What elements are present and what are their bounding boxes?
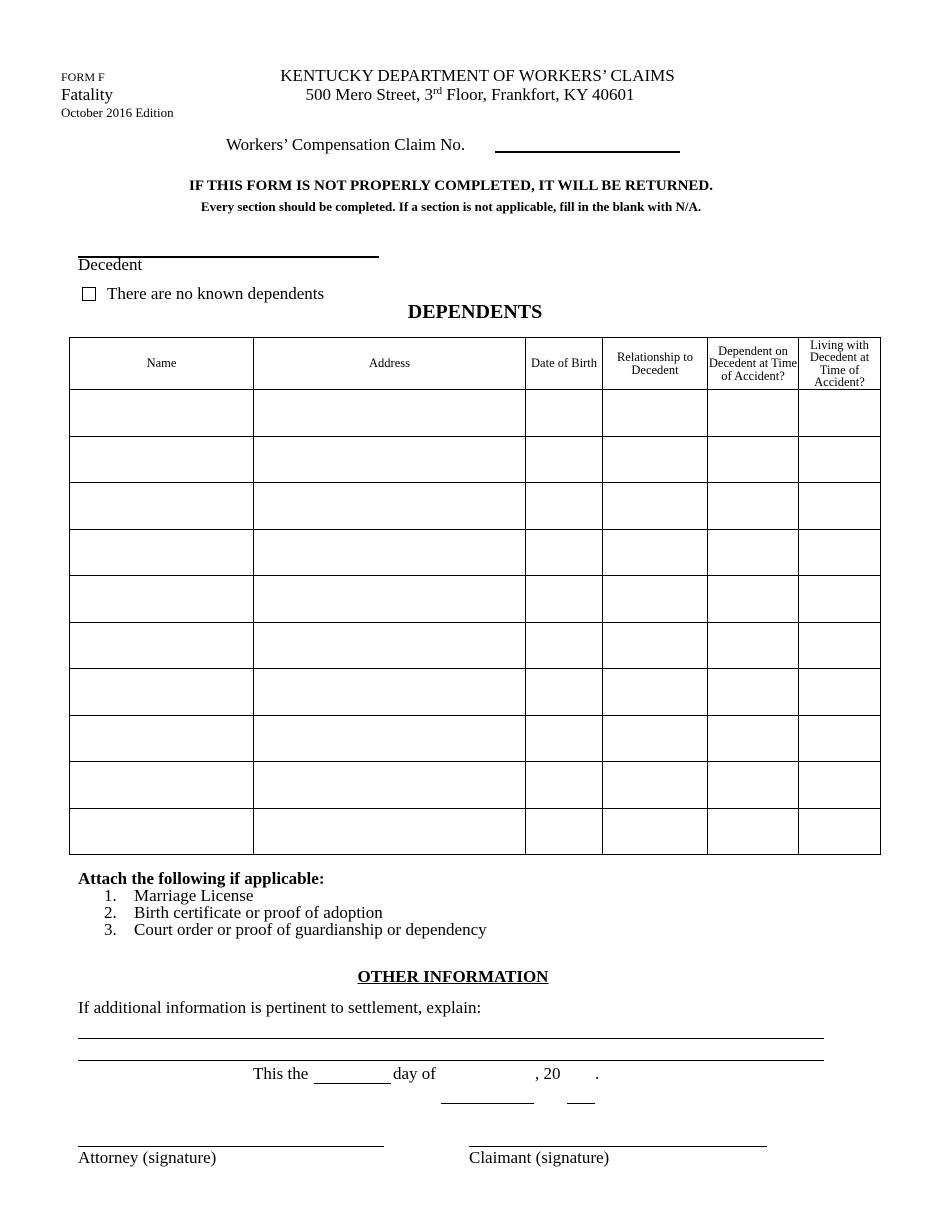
cell-relationship[interactable]: [603, 483, 708, 530]
list-item-number: 2.: [104, 903, 117, 922]
attorney-signature-label: Attorney (signature): [78, 1148, 217, 1167]
claimant-signature-label: Claimant (signature): [469, 1148, 610, 1167]
cell-dependent-on-decedent[interactable]: [708, 715, 799, 762]
list-item: [104, 921, 487, 938]
column-header-name: Name: [70, 338, 254, 390]
table-header-row: [70, 338, 881, 390]
cell-relationship[interactable]: [603, 436, 708, 483]
form-type: Fatality: [61, 85, 113, 104]
column-header-relationship: Relationship to Decedent: [603, 338, 708, 390]
cell-living-with-decedent[interactable]: [799, 762, 881, 809]
table-row: [70, 529, 881, 576]
cell-living-with-decedent[interactable]: [799, 808, 881, 855]
claim-number-label: Workers’ Compensation Claim No.: [226, 135, 466, 154]
cell-living-with-decedent[interactable]: [799, 715, 881, 762]
cell-name[interactable]: [70, 808, 254, 855]
cell-address[interactable]: [254, 483, 526, 530]
cell-date-of-birth[interactable]: [526, 576, 603, 623]
cell-date-of-birth[interactable]: [526, 436, 603, 483]
cell-address[interactable]: [254, 529, 526, 576]
column-header-living-with-decedent: Living with Decedent at Time of Accident?: [799, 338, 881, 390]
date-period: .: [595, 1064, 600, 1083]
decedent-label: Decedent: [78, 255, 143, 274]
no-dependents-label: There are no known dependents: [107, 284, 325, 303]
cell-relationship[interactable]: [603, 808, 708, 855]
dependents-rows: [70, 390, 881, 855]
cell-relationship[interactable]: [603, 390, 708, 437]
list-item-text: Marriage License: [134, 886, 254, 905]
cell-living-with-decedent[interactable]: [799, 529, 881, 576]
date-day-field[interactable]: [314, 1083, 391, 1084]
cell-relationship[interactable]: [603, 715, 708, 762]
cell-living-with-decedent[interactable]: [799, 436, 881, 483]
form-code: FORM F: [61, 70, 105, 84]
cell-dependent-on-decedent[interactable]: [708, 576, 799, 623]
date-year-field[interactable]: [567, 1103, 595, 1104]
cell-name[interactable]: [70, 669, 254, 716]
column-header-dependent-on-decedent: Dependent on Decedent at Time of Accident?: [708, 338, 799, 390]
date-month-field[interactable]: [441, 1103, 534, 1104]
cell-date-of-birth[interactable]: [526, 529, 603, 576]
address-suffix: Floor, Frankfort, KY 40601: [442, 85, 635, 104]
other-information-prompt: If additional information is pertinent to settlement, explain:: [78, 998, 482, 1017]
date-year-prefix: , 20: [535, 1064, 561, 1083]
cell-date-of-birth[interactable]: [526, 715, 603, 762]
address-superscript: rd: [433, 85, 443, 97]
table-row: [70, 436, 881, 483]
dependents-table: [69, 337, 881, 855]
cell-dependent-on-decedent[interactable]: [708, 529, 799, 576]
table-row: [70, 808, 881, 855]
list-item-text: Court order or proof of guardianship or dependency: [134, 920, 487, 939]
date-this-the-label: This the: [253, 1064, 309, 1083]
cell-date-of-birth[interactable]: [526, 808, 603, 855]
cell-name[interactable]: [70, 529, 254, 576]
attachments-heading: Attach the following if applicable:: [78, 869, 325, 888]
cell-dependent-on-decedent[interactable]: [708, 436, 799, 483]
cell-dependent-on-decedent[interactable]: [708, 762, 799, 809]
table-row: [70, 622, 881, 669]
dependents-title: DEPENDENTS: [407, 301, 543, 323]
agency-address: [200, 85, 740, 105]
cell-living-with-decedent[interactable]: [799, 576, 881, 623]
cell-relationship[interactable]: [603, 576, 708, 623]
cell-dependent-on-decedent[interactable]: [708, 669, 799, 716]
date-day-of-label: day of: [393, 1064, 436, 1083]
cell-date-of-birth[interactable]: [526, 390, 603, 437]
agency-name: KENTUCKY DEPARTMENT OF WORKERS’ CLAIMS: [280, 66, 675, 85]
claimant-signature-field[interactable]: [469, 1146, 767, 1147]
list-item-number: 1.: [104, 886, 117, 905]
cell-address[interactable]: [254, 762, 526, 809]
cell-dependent-on-decedent[interactable]: [708, 808, 799, 855]
other-information-title: OTHER INFORMATION: [357, 967, 549, 986]
cell-dependent-on-decedent[interactable]: [708, 622, 799, 669]
cell-dependent-on-decedent[interactable]: [708, 390, 799, 437]
cell-relationship[interactable]: [603, 669, 708, 716]
cell-name[interactable]: [70, 715, 254, 762]
table-row: [70, 483, 881, 530]
form-edition: October 2016 Edition: [61, 105, 174, 120]
other-information-field-line-2[interactable]: [78, 1060, 824, 1061]
cell-relationship[interactable]: [603, 762, 708, 809]
list-item: [104, 887, 487, 904]
cell-address[interactable]: [254, 808, 526, 855]
cell-address[interactable]: [254, 390, 526, 437]
table-row: [70, 762, 881, 809]
attorney-signature-field[interactable]: [78, 1146, 384, 1147]
table-row: [70, 390, 881, 437]
cell-date-of-birth[interactable]: [526, 483, 603, 530]
cell-address[interactable]: [254, 436, 526, 483]
warning-instruction: Every section should be completed. If a section is not applicable, fill in the blank with N/A.: [200, 199, 702, 214]
other-information-field-line-1[interactable]: [78, 1038, 824, 1039]
table-row: [70, 715, 881, 762]
column-header-address: Address: [254, 338, 526, 390]
cell-name[interactable]: [70, 762, 254, 809]
cell-date-of-birth[interactable]: [526, 622, 603, 669]
cell-living-with-decedent[interactable]: [799, 390, 881, 437]
address-prefix: 500 Mero Street, 3: [305, 85, 433, 104]
table-row: [70, 576, 881, 623]
cell-relationship[interactable]: [603, 529, 708, 576]
cell-living-with-decedent[interactable]: [799, 622, 881, 669]
cell-address[interactable]: [254, 622, 526, 669]
cell-name[interactable]: [70, 622, 254, 669]
cell-address[interactable]: [254, 669, 526, 716]
attachments-list: [104, 887, 487, 938]
cell-name[interactable]: [70, 483, 254, 530]
cell-name[interactable]: [70, 390, 254, 437]
cell-relationship[interactable]: [603, 622, 708, 669]
cell-name[interactable]: [70, 436, 254, 483]
list-item-text: Birth certificate or proof of adoption: [134, 903, 383, 922]
cell-address[interactable]: [254, 715, 526, 762]
list-item: [104, 904, 487, 921]
claim-number-field[interactable]: [495, 151, 680, 153]
cell-living-with-decedent[interactable]: [799, 483, 881, 530]
cell-date-of-birth[interactable]: [526, 762, 603, 809]
cell-name[interactable]: [70, 576, 254, 623]
cell-address[interactable]: [254, 576, 526, 623]
warning-heading: IF THIS FORM IS NOT PROPERLY COMPLETED, IT WILL BE RETURNED.: [188, 178, 713, 194]
column-header-date-of-birth: Date of Birth: [526, 338, 603, 390]
cell-living-with-decedent[interactable]: [799, 669, 881, 716]
list-item-number: 3.: [104, 920, 117, 939]
cell-date-of-birth[interactable]: [526, 669, 603, 716]
no-dependents-checkbox[interactable]: [82, 287, 96, 301]
table-row: [70, 669, 881, 716]
cell-dependent-on-decedent[interactable]: [708, 483, 799, 530]
